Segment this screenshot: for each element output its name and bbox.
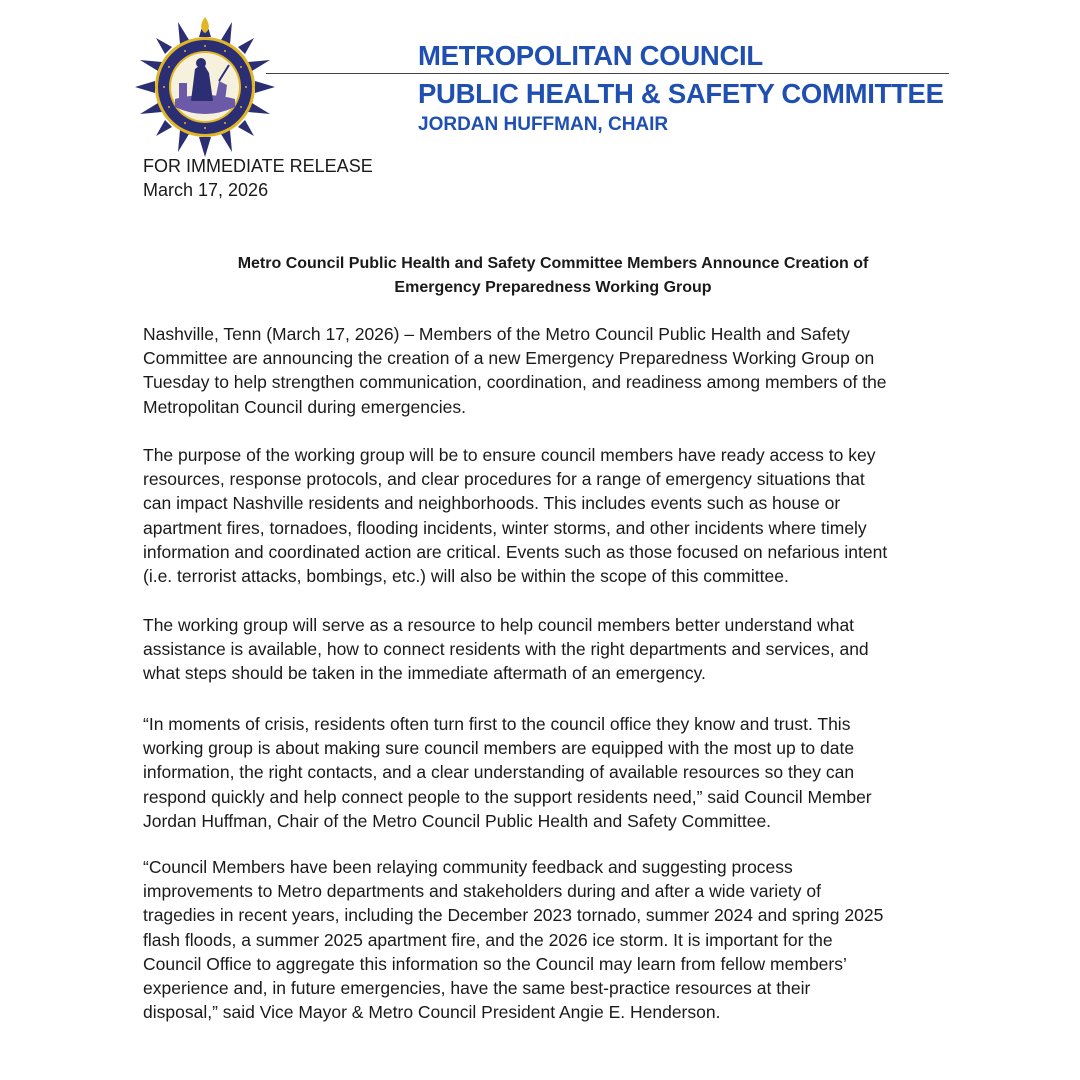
paragraph-line: Council Office to aggregate this information so the Council may learn from fellow members’	[143, 953, 847, 974]
paragraph-line: Metropolitan Council during emergencies.	[143, 396, 466, 417]
org-title: METROPOLITAN COUNCIL	[418, 40, 763, 71]
header-divider	[266, 73, 949, 74]
paragraph-line: Jordan Huffman, Chair of the Metro Council Public Health and Safety Committee.	[143, 810, 772, 831]
chair-name: JORDAN HUFFMAN, CHAIR	[418, 114, 669, 135]
paragraph-line: The purpose of the working group will be to ensure council members have ready access to key	[143, 445, 876, 465]
paragraph-line: working group is about making sure council members are equipped with the most up to date	[143, 738, 855, 759]
paragraph-line: apartment fires, tornadoes, flooding incidents, winter storms, and other incidents where timely	[143, 517, 867, 538]
paragraph-resource	[143, 613, 973, 686]
headline-line: Metro Council Public Health and Safety Committee Members Announce Creation of	[237, 255, 869, 272]
paragraph-line: disposal,” said Vice Mayor & Metro Council President Angie E. Henderson.	[143, 1002, 721, 1023]
paragraph-line: resources, response protocols, and clear procedures for a range of emergency situations that	[143, 469, 865, 490]
paragraph-purpose	[143, 443, 973, 588]
paragraph-line: “Council Members have been relaying community feedback and suggesting process	[143, 857, 793, 877]
release-label: FOR IMMEDIATE RELEASE	[143, 156, 373, 176]
paragraph-line: improvements to Metro departments and stakeholders during and after a wide variety of	[143, 881, 821, 902]
paragraph-line: respond quickly and help connect people to the support residents need,” said Council Member	[143, 786, 872, 807]
paragraph-line: Committee are announcing the creation of a new Emergency Preparedness Working Group on	[143, 348, 875, 369]
paragraph-line: Nashville, Tenn (March 17, 2026) – Members of the Metro Council Public Health and Safety	[143, 324, 850, 344]
paragraph-intro	[143, 322, 973, 419]
paragraph-vice-mayor-quote	[143, 855, 973, 1024]
paragraph-line: “In moments of crisis, residents often turn first to the council office they know and trust. This	[143, 714, 851, 734]
paragraph-line: information, the right contacts, and a clear understanding of available resources so they can	[143, 762, 855, 783]
paragraph-line: information and coordinated action are critical. Events such as those focused on nefarious intent	[143, 541, 888, 562]
headline-line: Emergency Preparedness Working Group	[394, 279, 712, 296]
paragraph-line: flash floods, a summer 2025 apartment fire, and the 2026 ice storm. It is important for the	[143, 929, 833, 950]
paragraph-line: (i.e. terrorist attacks, bombings, etc.) will also be within the scope of this committee.	[143, 566, 789, 587]
release-date: March 17, 2026	[143, 180, 269, 200]
paragraph-line: assistance is available, how to connect residents with the right departments and services, and	[143, 639, 869, 660]
paragraph-line: experience and, in future emergencies, have the same best-practice resources at their	[143, 978, 811, 999]
paragraph-line: Tuesday to help strengthen communication, coordination, and readiness among members of the	[143, 372, 887, 393]
committee-title: PUBLIC HEALTH & SAFETY COMMITTEE	[418, 78, 944, 109]
paragraph-chair-quote	[143, 712, 973, 833]
headline	[143, 252, 963, 300]
paragraph-line: The working group will serve as a resource to help council members better understand what	[143, 615, 855, 635]
paragraph-line: can impact Nashville residents and neighborhoods. This includes events such as house or	[143, 493, 841, 514]
paragraph-line: what steps should be taken in the immediate aftermath of an emergency.	[143, 663, 706, 684]
metro-seal-logo	[134, 16, 276, 158]
paragraph-line: tragedies in recent years, including the December 2023 tornado, summer 2024 and spring 2025	[143, 905, 884, 926]
